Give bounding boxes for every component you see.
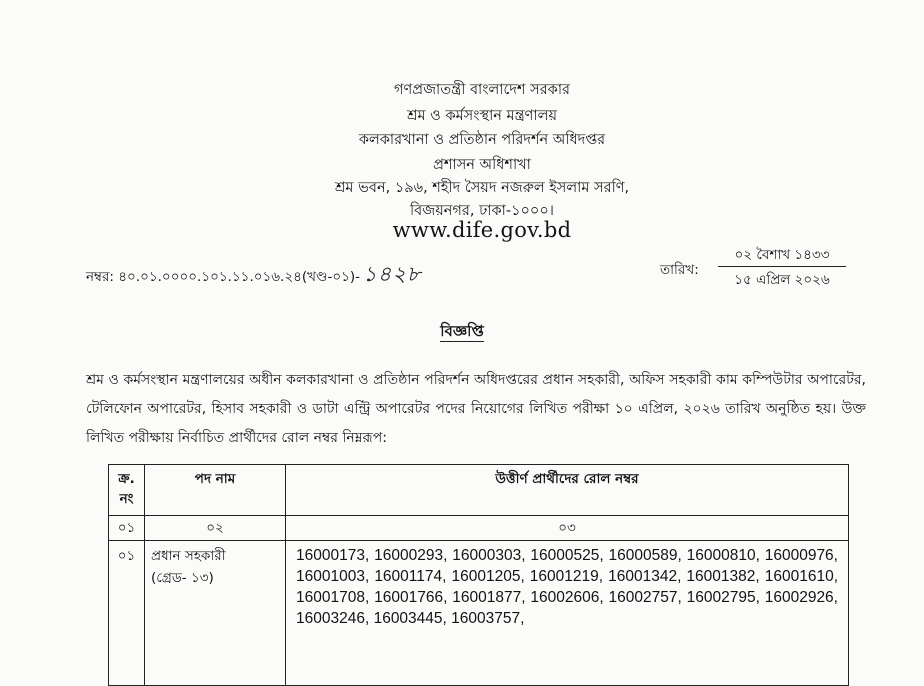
header-roll-numbers: উত্তীর্ণ প্রার্থীদের রোল নম্বর	[286, 465, 849, 516]
row-roll-numbers: 16000173, 16000293, 16000303, 16000525, 16000589, 16000810, 16000976, 16001003, 16001174, 16001205, 16001219, 16001342, 16001382, 16001610, 16001708, 16001766, 16001877, 16002606, 16002757, 16002795, 16002926, 16003246, 16003445, 16003757,	[286, 541, 849, 686]
website-link[interactable]: www.dife.gov.bd	[392, 218, 572, 242]
index-cell-1: ০১	[109, 516, 145, 541]
header-line-department: কলকারখানা ও প্রতিষ্ঠান পরিদর্শন অধিদপ্তর	[358, 132, 606, 148]
header-line-wing: প্রশাসন অধিশাখা	[433, 157, 531, 173]
index-cell-2: ০২	[145, 516, 286, 541]
date-block	[718, 244, 846, 291]
header-line-address: শ্রম ভবন, ১৯৬, শহীদ সৈয়দ নজরুল ইসলাম সরণি,	[334, 180, 630, 196]
index-cell-3: ০৩	[286, 516, 849, 541]
header-line-city: বিজয়নগর, ঢাকা-১০০০।	[410, 203, 554, 219]
post-name: প্রধান সহকারী	[151, 548, 226, 564]
table-header-row	[109, 465, 849, 516]
memo-number	[86, 258, 422, 293]
header-post-name: পদ নাম	[145, 465, 286, 516]
date-label: তারিখ:	[660, 262, 699, 278]
header-line-ministry: শ্রম ও কর্মসংস্থান মন্ত্রণালয়	[406, 108, 557, 124]
date-gregorian: ১৫ এপ্রিল ২০২৬	[734, 272, 830, 288]
notice-body: শ্রম ও কর্মসংস্থান মন্ত্রণালয়ের অধীন কলকারখানা ও প্রতিষ্ঠান পরিদর্শন অধিদপ্তরের প্রধান সহকারী, অফিস সহকারী কাম কম্পিউটার অপারেটর, টেলিফোন অপারেটর, হিসাব সহকারী ও ডাটা এন্ট্রি অপারেটর পদের নিয়োগের লিখিত পরীক্ষা ১০ এপ্রিল, ২০২৬ তারিখ অনুষ্ঠিত হয়। উক্ত লিখিত পরীক্ষায় নির্বাচিত প্রার্থীদের রোল নম্বর নিম্নরূপ:	[86, 372, 866, 446]
post-grade: (গ্রেড- ১৩)	[151, 570, 214, 586]
header-line-government: গণপ্রজাতন্ত্রী বাংলাদেশ সরকার	[393, 82, 570, 98]
header-serial: ক্র. নং	[109, 465, 145, 516]
memo-number-text: নম্বর: ৪০.০১.০০০০.১০১.১১.০১৬.২৪(খণ্ড-০১)-	[86, 269, 361, 285]
row-serial: ০১	[109, 541, 145, 686]
notice-title-text: বিজ্ঞপ্তি	[440, 322, 484, 340]
table-index-row	[109, 516, 849, 541]
notice-title	[0, 320, 924, 345]
handwritten-serial: ১৪২৮	[363, 262, 422, 286]
results-table	[108, 464, 849, 686]
date-bengali: ০২ বৈশাখ ১৪৩৩	[718, 244, 846, 267]
table-row	[109, 541, 849, 686]
row-post	[145, 541, 286, 686]
